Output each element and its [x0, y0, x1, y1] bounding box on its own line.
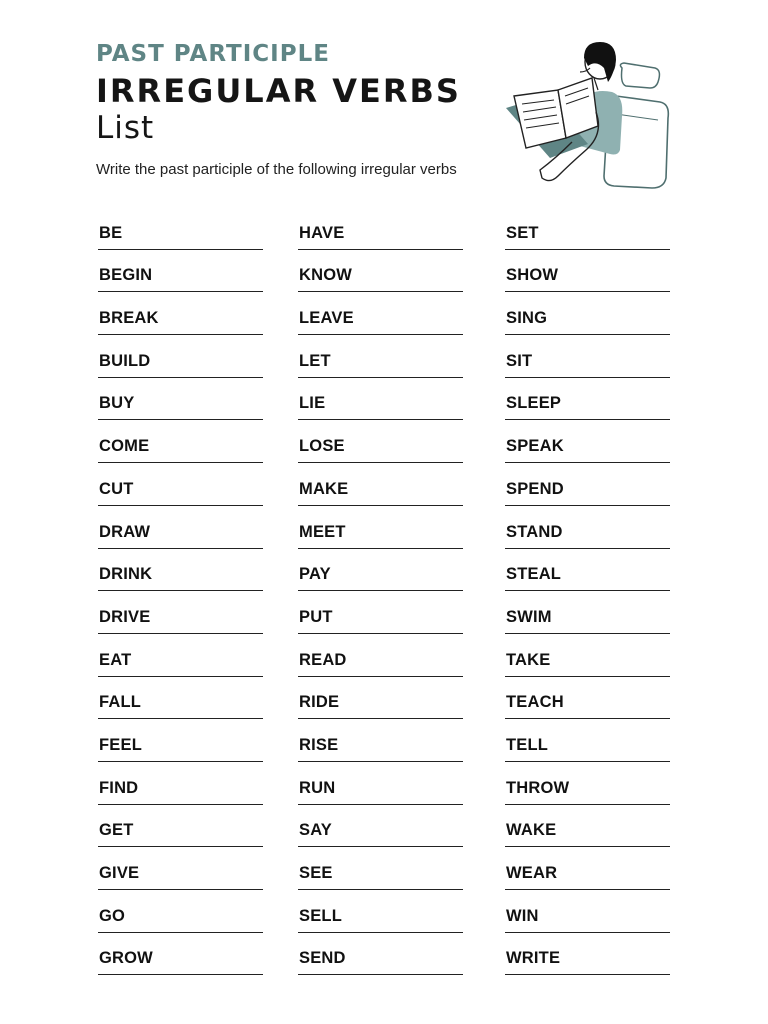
verb-answer-line[interactable]	[298, 420, 463, 463]
verb-label: READ	[299, 650, 347, 669]
verb-label: BUY	[99, 394, 135, 413]
verb-answer-line[interactable]	[505, 805, 670, 848]
verb-label: SEE	[299, 864, 333, 882]
verb-label: LOSE	[299, 437, 345, 456]
verb-label: THROW	[506, 778, 570, 797]
verb-label: SING	[506, 309, 548, 328]
verb-label: FIND	[99, 778, 139, 797]
verb-answer-line[interactable]	[98, 677, 263, 720]
verb-answer-line[interactable]	[298, 805, 463, 848]
verb-answer-line[interactable]	[298, 207, 463, 250]
verb-answer-line[interactable]	[298, 463, 463, 506]
verb-answer-line[interactable]	[98, 933, 263, 976]
verb-label: HAVE	[299, 223, 345, 242]
verb-answer-line[interactable]	[98, 506, 263, 549]
verb-answer-line[interactable]	[98, 420, 263, 463]
verb-label: WRITE	[506, 949, 561, 968]
verb-label: SPEND	[506, 479, 564, 498]
verb-label: TELL	[506, 735, 549, 754]
verb-answer-line[interactable]	[298, 634, 463, 677]
verb-label: STEAL	[506, 565, 562, 584]
verb-label: SLEEP	[506, 394, 562, 413]
verb-label: DRINK	[99, 565, 153, 584]
verb-answer-line[interactable]	[505, 677, 670, 720]
verb-label: RISE	[299, 735, 339, 754]
verb-label: TAKE	[506, 650, 551, 669]
verb-label: BREAK	[99, 309, 159, 328]
verb-label: SWIM	[506, 607, 552, 626]
verb-label: RIDE	[299, 693, 340, 712]
verb-label: DRAW	[99, 522, 151, 541]
verb-answer-line[interactable]	[505, 292, 670, 335]
verb-answer-line[interactable]	[298, 762, 463, 805]
verb-label: GROW	[99, 949, 153, 968]
instructions-text: Write the past participle of the following irregular verbs	[96, 161, 457, 178]
verb-answer-line[interactable]	[505, 207, 670, 250]
verb-label: FALL	[99, 693, 142, 712]
verb-label: LET	[299, 351, 331, 370]
verb-answer-line[interactable]	[298, 933, 463, 976]
verb-label: BUILD	[99, 351, 151, 370]
verb-column-1	[98, 207, 263, 975]
verb-answer-line[interactable]	[505, 378, 670, 421]
verb-label: COME	[99, 437, 150, 456]
verb-answer-line[interactable]	[98, 250, 263, 293]
verb-answer-line[interactable]	[298, 719, 463, 762]
verb-label: FEEL	[99, 735, 142, 754]
verb-answer-line[interactable]	[98, 335, 263, 378]
verb-column-3	[505, 207, 670, 975]
verb-label: SET	[506, 223, 539, 242]
verb-label: PAY	[299, 565, 331, 584]
page-subtitle: List	[96, 110, 155, 146]
verb-label: STAND	[506, 522, 563, 541]
verb-label: SAY	[299, 821, 333, 840]
verb-label: WAKE	[506, 821, 557, 840]
verb-answer-line[interactable]	[505, 847, 670, 890]
verb-answer-line[interactable]	[298, 549, 463, 592]
verb-answer-line[interactable]	[98, 292, 263, 335]
verb-label: BEGIN	[99, 266, 153, 285]
verb-label: SELL	[299, 906, 342, 925]
verb-answer-line[interactable]	[505, 890, 670, 933]
verb-answer-line[interactable]	[298, 250, 463, 293]
verb-answer-line[interactable]	[505, 250, 670, 293]
verb-answer-line[interactable]	[98, 591, 263, 634]
verb-answer-line[interactable]	[98, 890, 263, 933]
kicker-heading: PAST PARTICIPLE	[96, 41, 330, 67]
verb-answer-line[interactable]	[298, 847, 463, 890]
verb-label: TEACH	[506, 693, 564, 712]
verb-answer-line[interactable]	[98, 207, 263, 250]
verb-label: CUT	[99, 479, 134, 498]
verb-answer-line[interactable]	[98, 634, 263, 677]
verb-label: LIE	[299, 394, 326, 413]
verb-label: MAKE	[299, 479, 349, 498]
verb-answer-line[interactable]	[98, 805, 263, 848]
verb-label: RUN	[299, 778, 336, 797]
verb-answer-line[interactable]	[298, 378, 463, 421]
verb-answer-line[interactable]	[98, 847, 263, 890]
verb-label: SHOW	[506, 266, 559, 285]
verb-answer-line[interactable]	[298, 335, 463, 378]
verb-answer-line[interactable]	[298, 292, 463, 335]
verb-answer-line[interactable]	[98, 463, 263, 506]
page-title: IRREGULAR VERBS	[96, 72, 461, 110]
verb-label: SIT	[506, 351, 533, 370]
verb-answer-line[interactable]	[505, 463, 670, 506]
worksheet-header	[96, 40, 461, 146]
verb-answer-line[interactable]	[505, 591, 670, 634]
verb-label: GIVE	[99, 864, 140, 882]
verb-answer-line[interactable]	[505, 420, 670, 463]
verb-column-2	[298, 207, 463, 975]
verb-label: DRIVE	[99, 607, 151, 626]
verb-label: WIN	[506, 906, 539, 925]
verb-label: GO	[99, 906, 126, 925]
verb-answer-line[interactable]	[98, 378, 263, 421]
verb-answer-line[interactable]	[98, 549, 263, 592]
verb-answer-line[interactable]	[505, 634, 670, 677]
verb-answer-line[interactable]	[505, 719, 670, 762]
verb-label: LEAVE	[299, 309, 354, 328]
verb-label: WEAR	[506, 864, 558, 882]
verb-answer-line[interactable]	[98, 762, 263, 805]
verb-answer-line[interactable]	[505, 549, 670, 592]
verb-answer-line[interactable]	[298, 506, 463, 549]
verb-answer-line[interactable]	[505, 933, 670, 976]
person-reading-book-icon	[500, 38, 680, 190]
verb-answer-line[interactable]	[298, 890, 463, 933]
verb-label: PUT	[299, 607, 333, 626]
verb-answer-line[interactable]	[98, 719, 263, 762]
verb-label: SPEAK	[506, 437, 564, 456]
verb-label: KNOW	[299, 266, 353, 285]
verb-answer-line[interactable]	[505, 506, 670, 549]
verb-label: MEET	[299, 522, 346, 541]
verb-label: SEND	[299, 949, 346, 968]
verb-label: BE	[99, 223, 123, 242]
verb-label: EAT	[99, 650, 132, 669]
verb-answer-line[interactable]	[298, 591, 463, 634]
verb-answer-line[interactable]	[505, 335, 670, 378]
verb-label: GET	[99, 821, 134, 840]
verb-answer-line[interactable]	[298, 677, 463, 720]
verb-answer-line[interactable]	[505, 762, 670, 805]
